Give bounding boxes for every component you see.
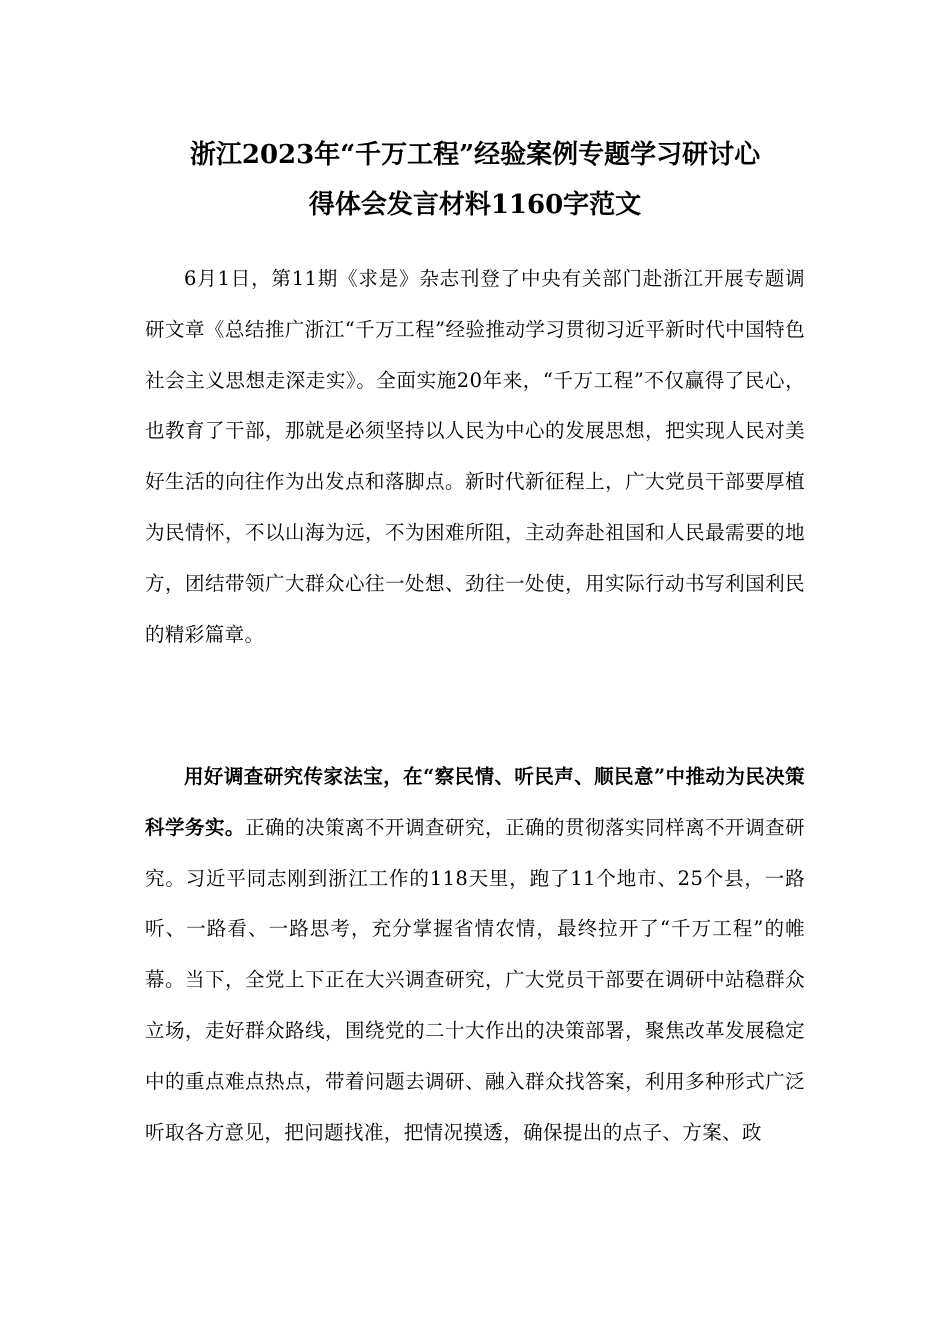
paragraph-investigation-lead: 用好调查研究传家法宝，在“察民情、听民声、顺民意”中推动为民决策科学务实。 (145, 765, 805, 839)
paragraph-intro-text: 6月1日，第11期《求是》杂志刊登了中央有关部门赴浙江开展专题调研文章《总结推广浙江“千万工程”经验推动学习贯彻习近平新时代中国特色社会主义思想走深走实》。全面实施20年来，“千万工程”不仅赢得了民心，也教育了干部，那就是必须坚持以人民为中心的发展思想，把实现人民对美好生活的向往作为出发点和落脚点。新时代新征程上，广大党员干部要厚植为民情怀，不以山海为远，不为困难所阻，主动奔赴祖国和人民最需要的地方，团结带领广大群众心往一处想、劲往一处使，用实际行动书写利国利民的精彩篇章。 (145, 267, 805, 646)
title-line-2: 得体会发言材料1160字范文 (308, 190, 642, 220)
paragraph-investigation (145, 752, 805, 1158)
paragraph-investigation-text: 正确的决策离不开调查研究，正确的贯彻落实同样离不开调查研究。习近平同志刚到浙江工作的118天里，跑了11个地市、25个县，一路听、一路看、一路思考，充分掌握省情农情，最终拉开了“千万工程”的帷幕。当下，全党上下正在大兴调查研究，广大党员干部要在调研中站稳群众立场，走好群众路线，围绕党的二十大作出的决策部署，聚焦改革发展稳定中的重点难点热点，带着问题去调研、融入群众找答案，利用多种形式广泛听取各方意见，把问题找准，把情况摸透，确保提出的点子、方案、政 (145, 815, 805, 1144)
title-line-1: 浙江2023年“千万工程”经验案例专题学习研讨心 (189, 140, 761, 170)
document-title (140, 130, 810, 230)
paragraph-intro (145, 254, 805, 660)
